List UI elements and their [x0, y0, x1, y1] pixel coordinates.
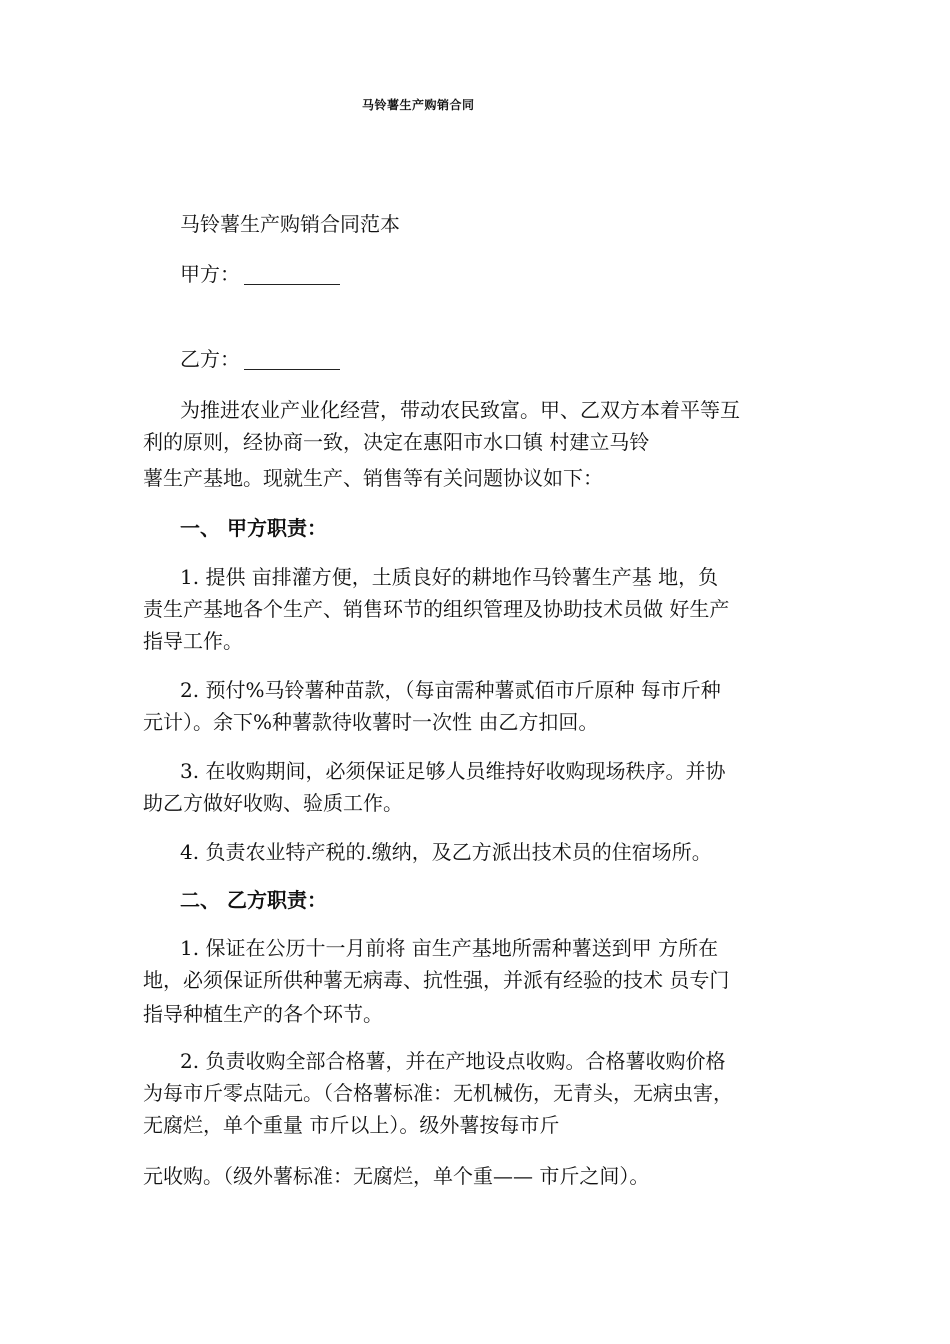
party-a-blank	[244, 264, 340, 285]
party-a-line	[180, 258, 340, 290]
party-b-blank	[244, 349, 340, 370]
party-b-label: 乙方：	[180, 347, 240, 371]
party-b-line	[180, 343, 340, 375]
section-2-heading: 二、 乙方职责：	[180, 888, 327, 912]
s1-item2-line-2: 元计）。余下%种薯款待收薯时一次性 由乙方扣回。	[143, 710, 599, 734]
s2-item2-line-4: 元收购。（级外薯标准：无腐烂，单个重—— 市斤之间）。	[143, 1164, 650, 1188]
s1-item3-line-1: 3. 在收购期间，必须保证足够人员维持好收购现场秩序。并协	[180, 759, 726, 783]
s2-item2-line-3: 无腐烂，单个重量 市斤以上）。级外薯按每市斤	[143, 1113, 560, 1137]
intro-line-2: 利的原则，经协商一致，决定在惠阳市水口镇 村建立马铃	[143, 430, 650, 454]
page-header: 马铃薯生产购销合同	[362, 98, 475, 112]
s1-item1-line-3: 指导工作。	[143, 629, 243, 653]
s2-item1-line-1: 1. 保证在公历十一月前将 亩生产基地所需种薯送到甲 方所在	[180, 936, 719, 960]
s2-item1-line-2: 地，必须保证所供种薯无病毒、抗性强，并派有经验的技术 员专门	[143, 968, 730, 992]
document-title: 马铃薯生产购销合同范本	[180, 212, 400, 236]
s1-item2-line-1: 2. 预付%马铃薯种苗款，（每亩需种薯贰佰市斤原种 每市斤种	[180, 678, 721, 702]
s1-item4-line-1: 4. 负责农业特产税的.缴纳，及乙方派出技术员的住宿场所。	[180, 840, 712, 864]
s1-item1-line-2: 责生产基地各个生产、销售环节的组织管理及协助技术员做 好生产	[143, 597, 730, 621]
s2-item1-line-3: 指导种植生产的各个环节。	[143, 1002, 383, 1026]
s2-item2-line-2: 为每市斤零点陆元。（合格薯标准：无机械伤，无青头，无病虫害，	[143, 1081, 733, 1105]
intro-line-1: 为推进农业产业化经营，带动农民致富。甲、乙双方本着平等互	[180, 398, 740, 422]
section-1-heading: 一、 甲方职责：	[180, 516, 327, 540]
s2-item2-line-1: 2. 负责收购全部合格薯，并在产地设点收购。合格薯收购价格	[180, 1049, 726, 1073]
intro-line-3: 薯生产基地。现就生产、销售等有关问题协议如下：	[143, 466, 603, 490]
party-a-label: 甲方：	[180, 262, 240, 286]
s1-item3-line-2: 助乙方做好收购、验质工作。	[143, 791, 403, 815]
s1-item1-line-1: 1. 提供 亩排灌方便，土质良好的耕地作马铃薯生产基 地，负	[180, 565, 719, 589]
